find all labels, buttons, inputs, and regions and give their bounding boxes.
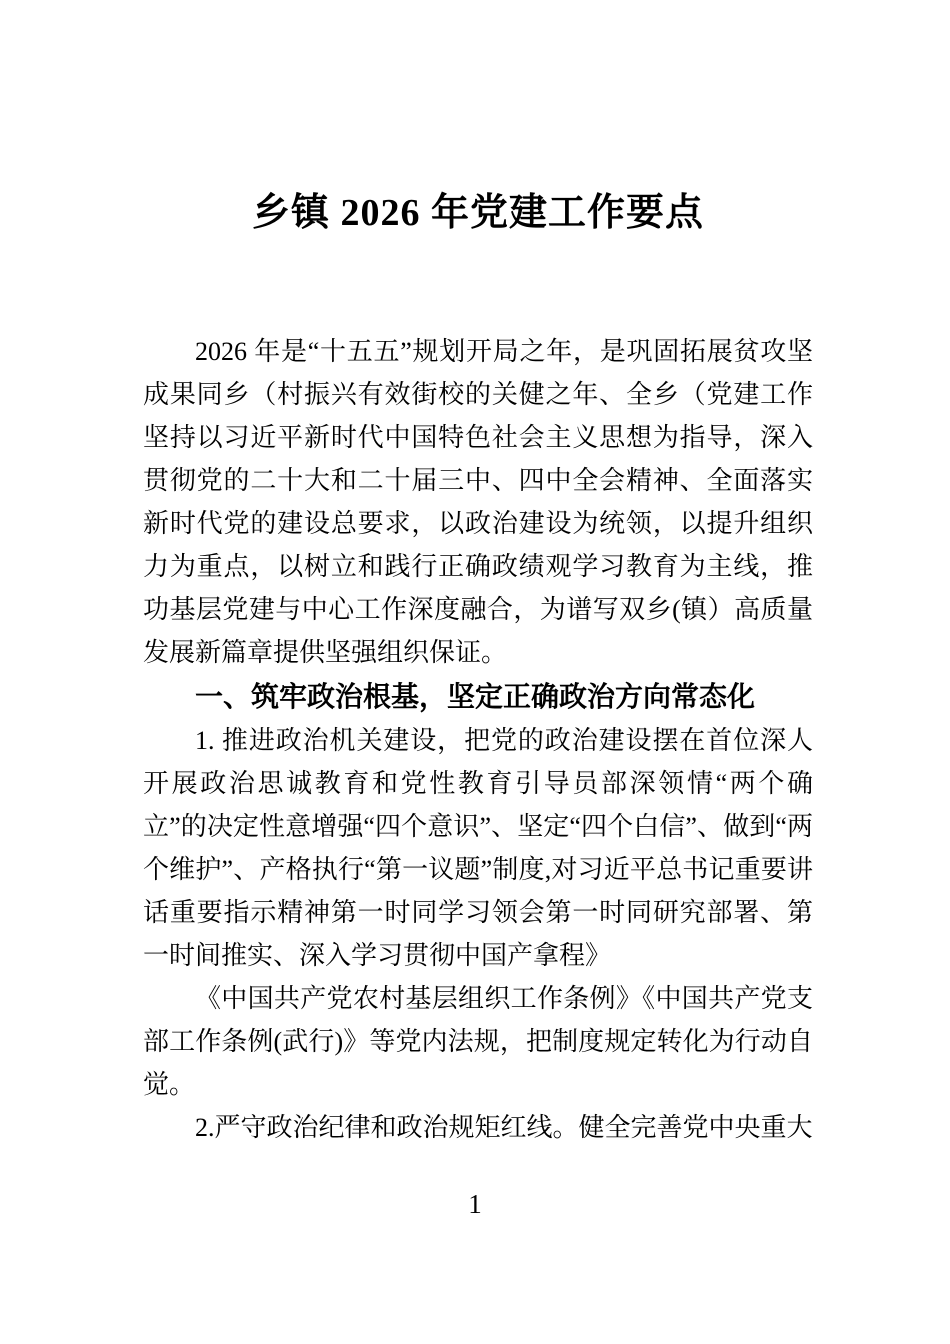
paragraph-item-1: 1. 推进政治机关建设，把党的政治建设摆在首位深人开展政治思诚教育和党性教育引导员部深领情“两个确立”的决定性意增强“四个意识”、坚定“四个白信”、做到“两个维护”、产格执行“第一议题”制度,对习近平总书记重要讲话重要指示精神第一时同学习领会第一时同研究部署、第一时间推实、深入学习贯彻中国产拿程》 [143, 726, 813, 970]
document-content [143, 0, 813, 1149]
paragraph-intro: 2026 年是“十五五”规划开局之年，是巩固拓展贫攻坚成果同乡（村振兴有效街校的关健之年、全乡（党建工作坚持以习近平新时代中国特色社会主义思想为指导，深入贯彻党的二十大和二十届三中、四中全会精神、全面落实新时代党的建设总要求，以政治建设为统领，以提升组织力为重点，以树立和践行正确政绩观学习教育为主线，推功基层党建与中心工作深度融合，为谱写双乡(镇）高质量发展新篇章提供坚强组织保证。 [143, 337, 813, 667]
document-title: 乡镇 2026 年党建工作要点 [251, 192, 704, 234]
paragraph-regulations: 《中国共产党农村基层组织工作条例》《中国共产党支部工作条例(武行)》等党内法规，把制度规定转化为行动自觉。 [143, 984, 813, 1099]
page-number: 1 [468, 1189, 482, 1219]
section-heading-1: 一、筑牢政治根基，坚定正确政治方向常态化 [195, 681, 756, 712]
paragraph-item-2: 2.严守政治纪律和政治规矩红线。健全完善党中央重大 [195, 1113, 813, 1142]
